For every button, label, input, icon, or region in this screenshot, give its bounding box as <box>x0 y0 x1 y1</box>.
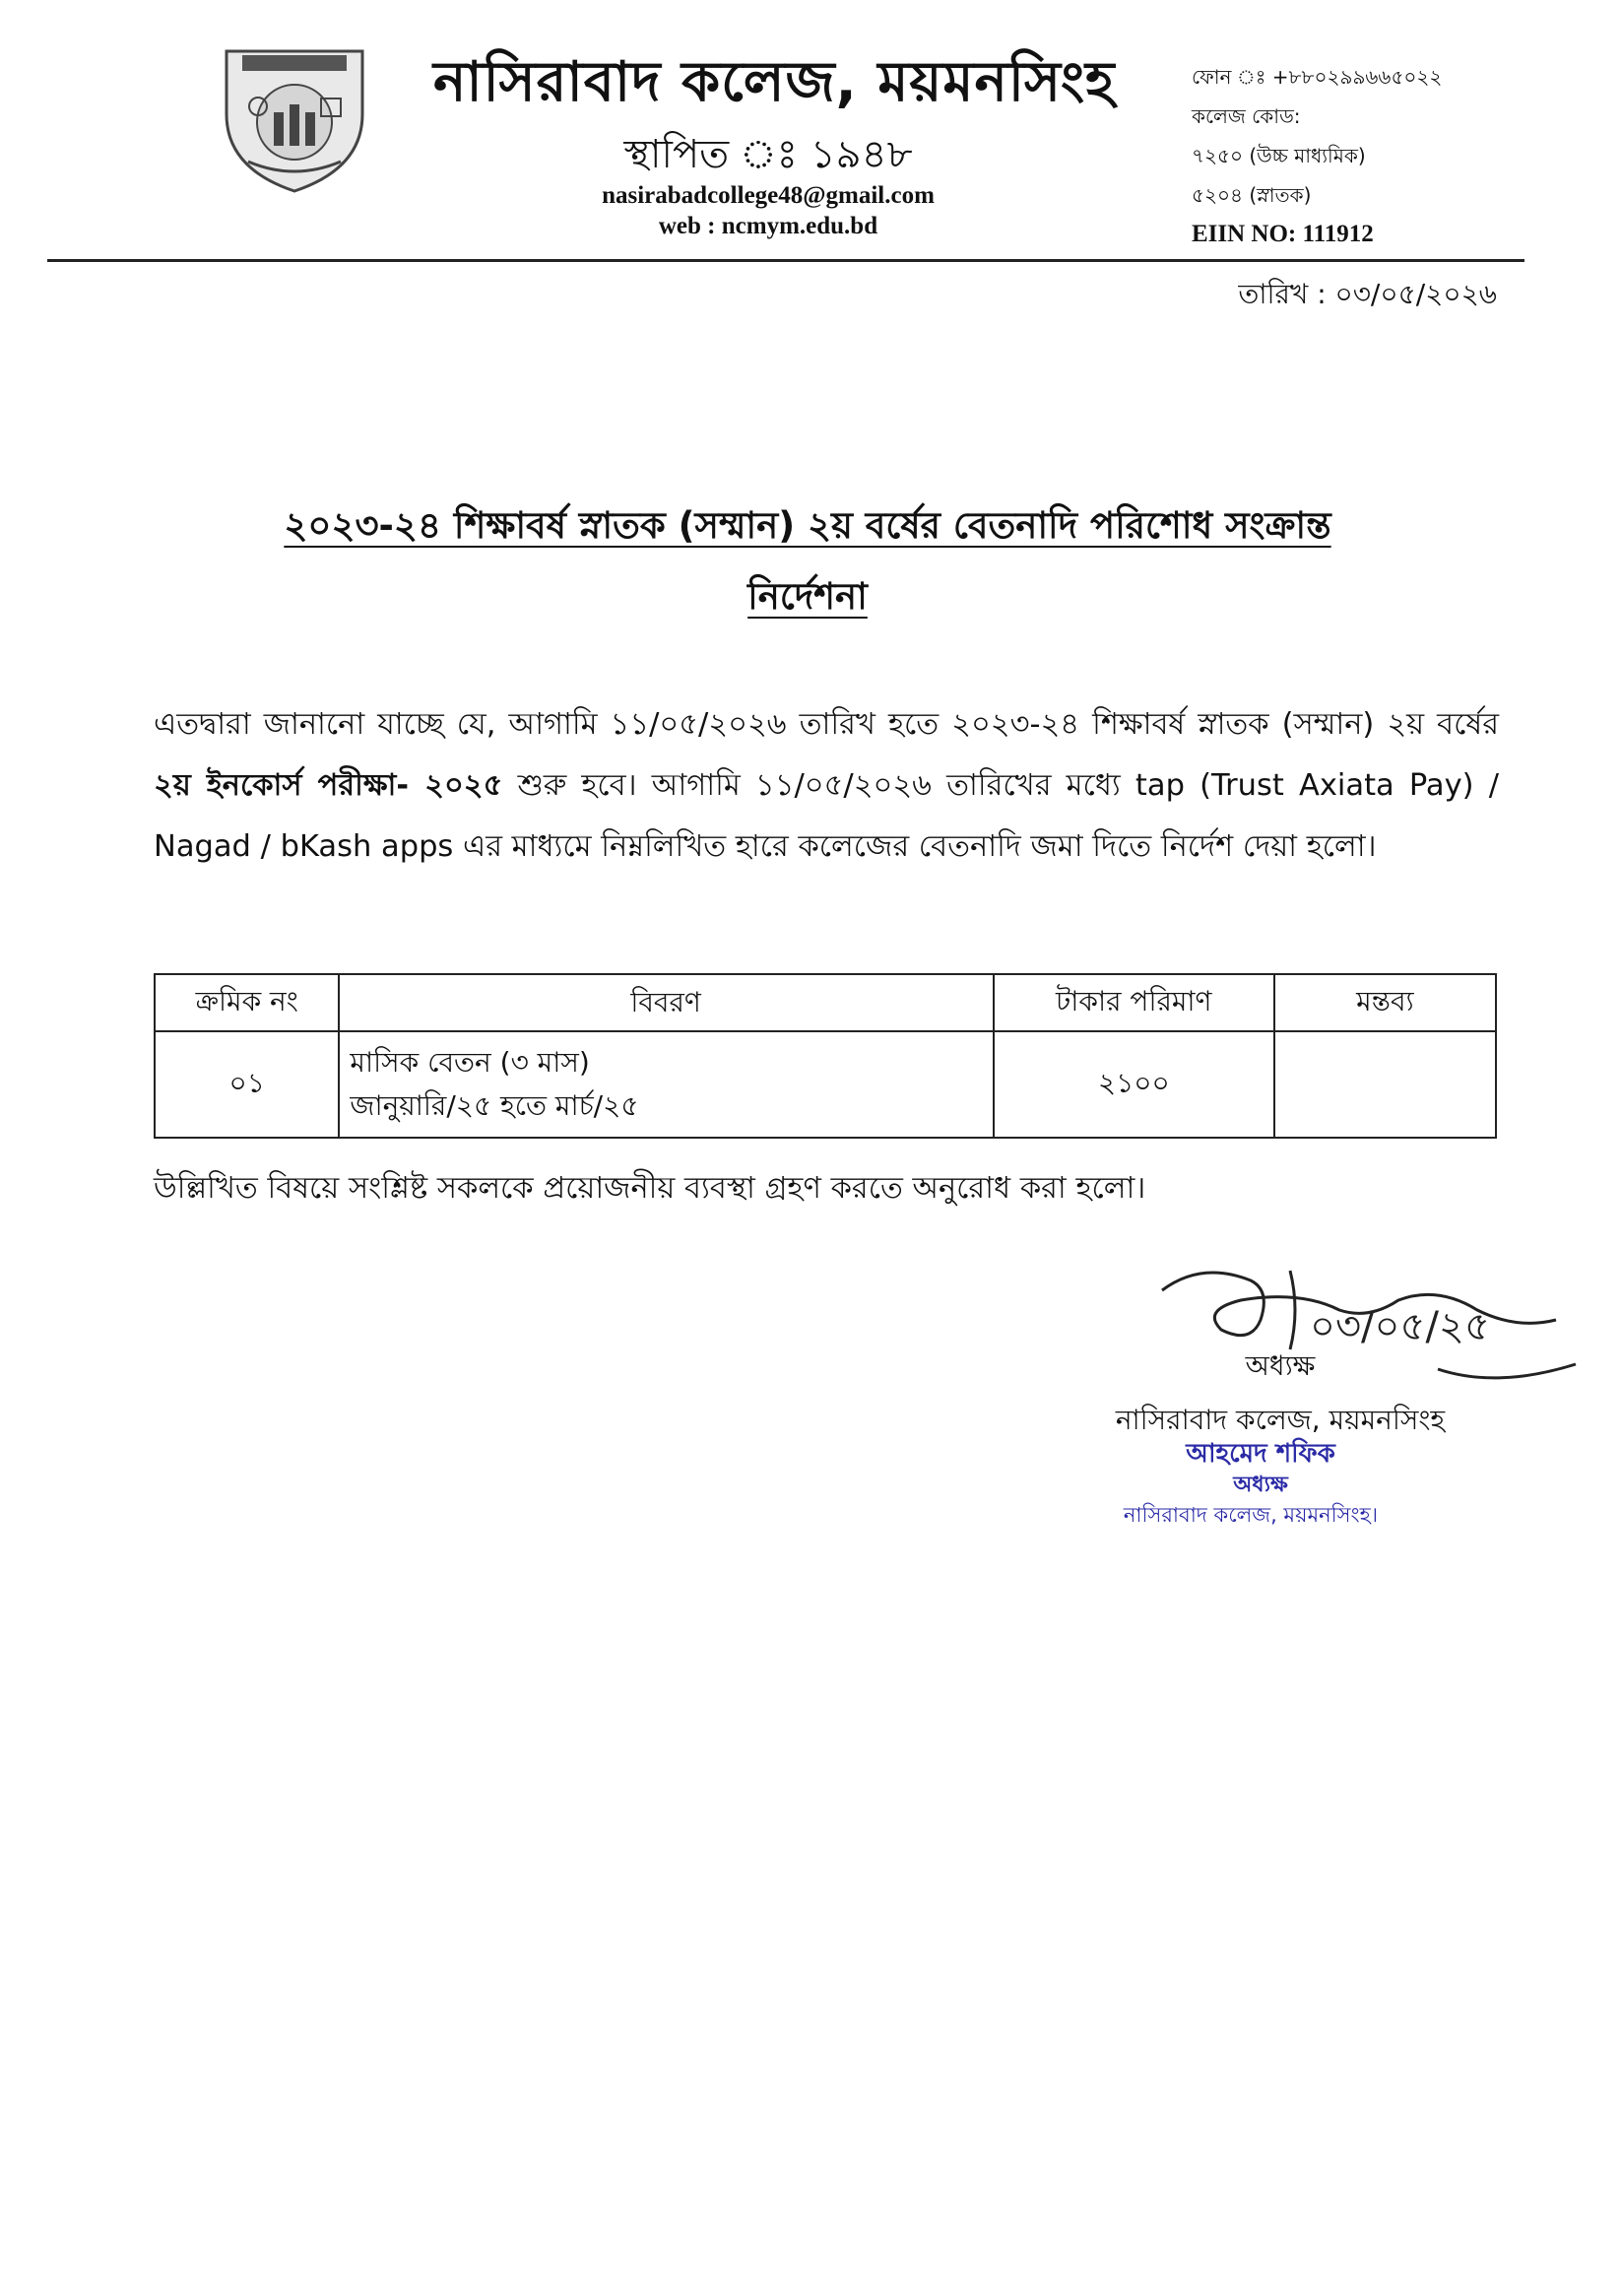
notice-date: তারিখ : ০৩/০৫/২০২৬ <box>1238 278 1497 310</box>
contact-block <box>1192 57 1586 254</box>
college-code-honours: ৫২০৪ (স্নাতক) <box>1192 183 1312 207</box>
college-website: web : ncmym.edu.bd <box>658 213 878 239</box>
header-amount: টাকার পরিমাণ <box>994 974 1274 1031</box>
cell-amount: ২১০০ <box>994 1031 1274 1138</box>
college-code-hsc: ৭২৫০ (উচ্চ মাধ্যমিক) <box>1192 144 1366 167</box>
notice-body-part-2: শুরু হবে। আগামি ১১/০৫/২০২৬ তারিখের মধ্যে tap (Trust Axiata Pay) / Nagad / bKash apps এর মাধ্যমে নিম্নলিখিত হারে কলেজের বেতনাদি জমা দিতে নির্দেশ দেয়া হলো। <box>154 768 1499 864</box>
header-remarks: মন্তব্য <box>1274 974 1496 1031</box>
cell-description-line-2: জানুয়ারি/২৫ হতে মার্চ/২৫ <box>350 1089 639 1122</box>
notice-title <box>138 491 1477 632</box>
stamp-college: নাসিরাবাদ কলেজ, ময়মনসিংহ। <box>1123 1503 1379 1527</box>
cell-remarks <box>1274 1031 1496 1138</box>
signatory-college: নাসিরাবাদ কলেজ, ময়মনসিংহ <box>1115 1404 1446 1436</box>
signature-date-text: ০৩/০৫/২৫ <box>1310 1304 1490 1349</box>
table-header-row <box>155 974 1496 1031</box>
college-code-label: কলেজ কোড: <box>1192 104 1301 128</box>
established-year: স্থাপিত ঃ ১৯৪৮ <box>623 132 913 177</box>
header-divider <box>47 259 1524 262</box>
signatory-role: অধ্যক্ষ <box>1245 1349 1316 1382</box>
header-serial: ক্রমিক নং <box>155 974 339 1031</box>
notice-title-line-2: নির্দেশনা <box>747 575 868 618</box>
header-description: বিবরণ <box>339 974 993 1031</box>
cell-serial: ০১ <box>155 1031 339 1138</box>
stamp-role: অধ্যক্ষ <box>1233 1473 1288 1497</box>
college-crest-logo <box>219 45 370 195</box>
table-row <box>155 1031 1496 1138</box>
fee-table <box>154 973 1497 1139</box>
closing-request: উল্লিখিত বিষয়ে সংশ্লিষ্ট সকলকে প্রয়োজনীয় ব্যবস্থা গ্রহণ করতে অনুরোধ করা হলো। <box>154 1171 1146 1206</box>
cell-description-line-1: মাসিক বেতন (৩ মাস) <box>350 1046 590 1079</box>
notice-body-exam-name: ২য় ইনকোর্স পরীক্ষা- ২০২৫ <box>154 768 503 803</box>
notice-title-line-1: ২০২৩-২৪ শিক্ষাবর্ষ স্নাতক (সম্মান) ২য় বর্ষের বেতনাদি পরিশোধ সংক্রান্ত <box>284 504 1331 547</box>
college-email: nasirabadcollege48@gmail.com <box>602 182 935 209</box>
college-name: নাসিরাবাদ কলেজ, ময়মনসিংহ <box>433 50 1116 114</box>
notice-body <box>154 694 1499 878</box>
stamp-name: আহমেদ শফিক <box>1186 1439 1335 1469</box>
phone-number: ফোন ঃ +৮৮০২৯৯৬৬৫০২২ <box>1192 65 1443 89</box>
notice-body-part-1: এতদ্বারা জানানো যাচ্ছে যে, আগামি ১১/০৫/২০২৬ তারিখ হতে ২০২৩-২৪ শিক্ষাবর্ষ স্নাতক (সম্মান) ২য় বর্ষের <box>154 707 1499 742</box>
cell-description <box>339 1031 993 1138</box>
eiin-number: EIIN NO: 111912 <box>1192 221 1374 247</box>
